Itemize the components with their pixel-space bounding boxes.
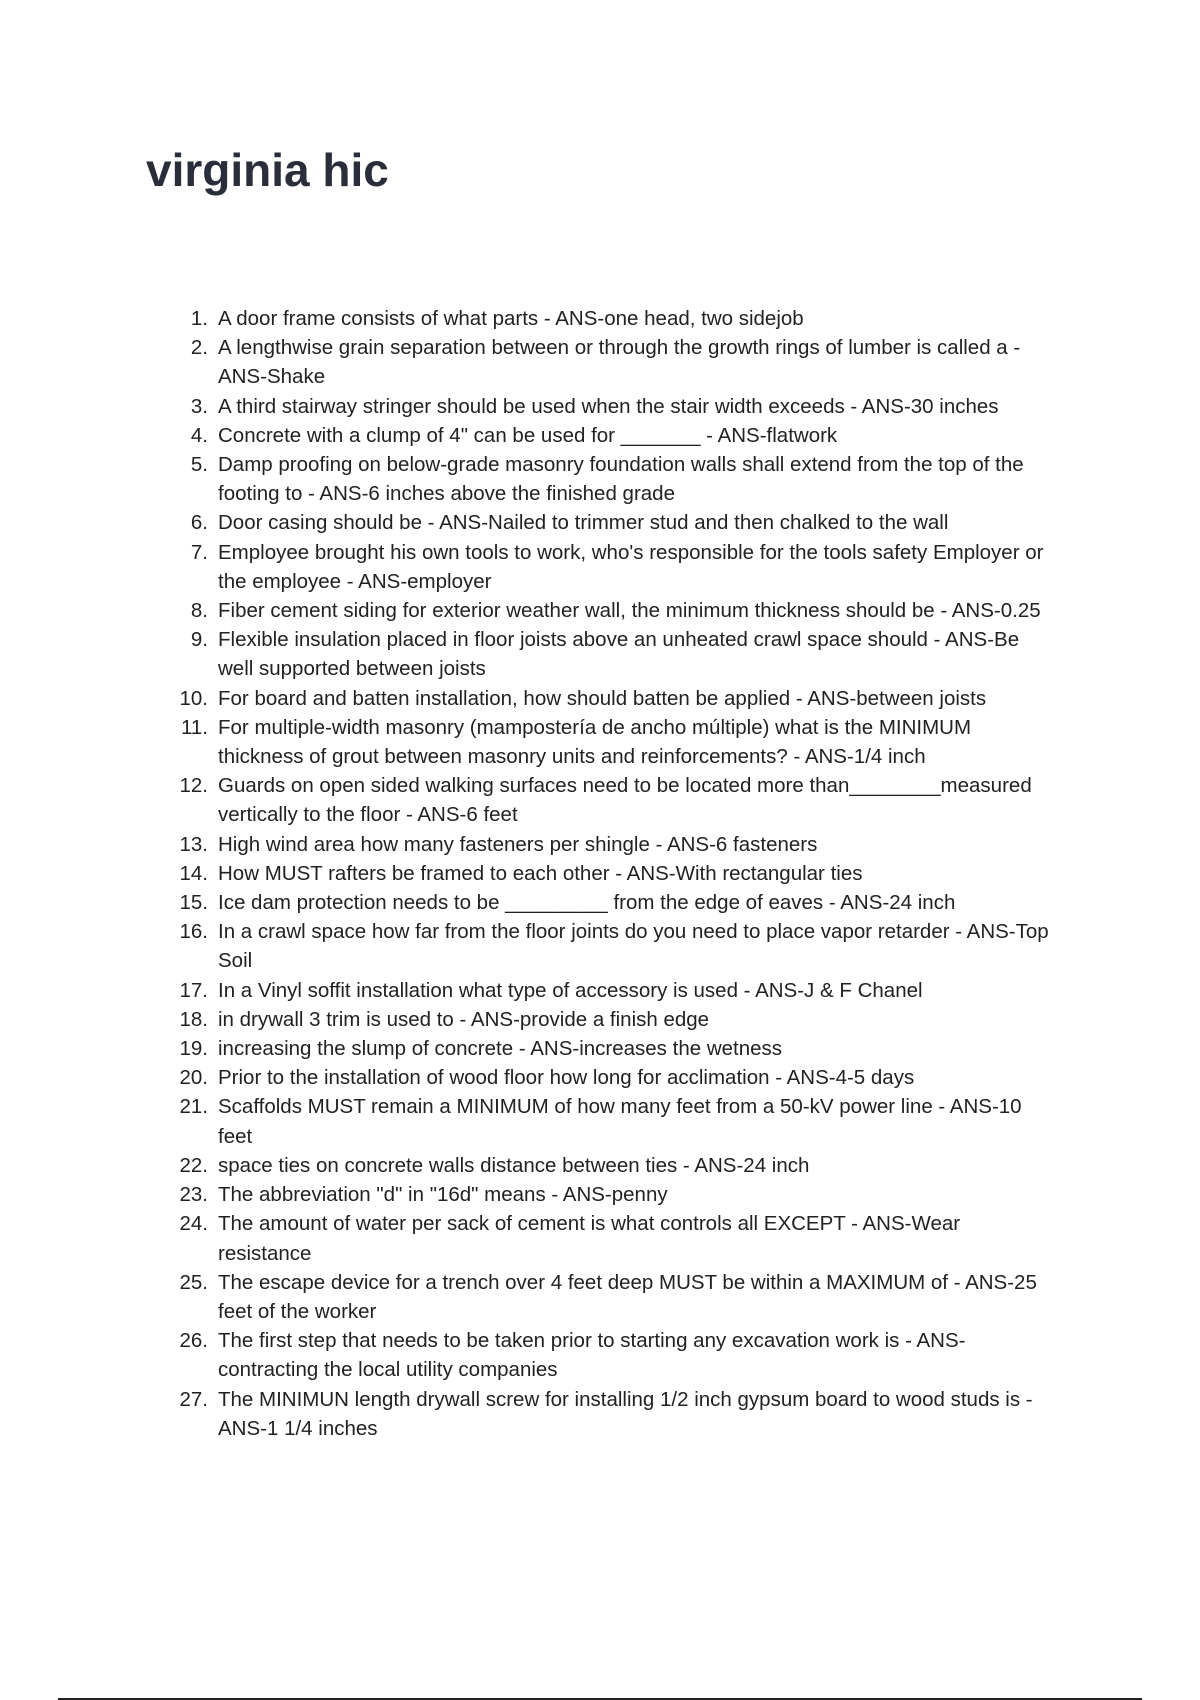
list-item-text: Fiber cement siding for exterior weather wall, the minimum thickness should be - ANS-0.25 bbox=[218, 599, 1041, 623]
list-item bbox=[178, 596, 1058, 625]
list-item-number: 17. bbox=[179, 978, 208, 1002]
list-item-number: 11. bbox=[181, 715, 208, 739]
list-item-text: In a crawl space how far from the floor joints do you need to place vapor retarder - ANS-Top Soil bbox=[218, 920, 1049, 973]
list-item bbox=[178, 1005, 1058, 1034]
list-item-text: How MUST rafters be framed to each other - ANS-With rectangular ties bbox=[218, 861, 863, 885]
question-list bbox=[178, 304, 1058, 1443]
list-item bbox=[178, 713, 1058, 771]
list-item bbox=[178, 1063, 1058, 1092]
list-item-text: Damp proofing on below-grade masonry foundation walls shall extend from the top of the footing to - ANS-6 inches above the finished grade bbox=[218, 453, 1024, 506]
list-item-number: 15. bbox=[179, 891, 208, 915]
list-item bbox=[178, 1326, 1058, 1384]
list-item bbox=[178, 450, 1058, 508]
list-item-number: 19. bbox=[179, 1037, 208, 1061]
list-item bbox=[178, 333, 1058, 391]
list-item-text: Scaffolds MUST remain a MINIMUM of how many feet from a 50-kV power line - ANS-10 feet bbox=[218, 1095, 1022, 1148]
list-item bbox=[178, 304, 1058, 333]
list-item bbox=[178, 771, 1058, 829]
list-item-number: 1. bbox=[190, 307, 208, 330]
list-item-number: 13. bbox=[179, 832, 208, 856]
list-item-text: The MINIMUN length drywall screw for installing 1/2 inch gypsum board to wood studs is - ANS-1 1/4 inches bbox=[218, 1387, 1033, 1440]
list-item-number: 10. bbox=[179, 686, 208, 710]
list-item-text: Prior to the installation of wood floor how long for acclimation - ANS-4-5 days bbox=[218, 1066, 915, 1090]
list-item-number: 2. bbox=[190, 336, 208, 360]
list-item-text: The escape device for a trench over 4 feet deep MUST be within a MAXIMUM of - ANS-25 feet of the worker bbox=[218, 1270, 1037, 1323]
list-item-number: 12. bbox=[179, 774, 208, 798]
list-item bbox=[178, 1385, 1058, 1443]
list-item-text: A third stairway stringer should be used when the stair width exceeds - ANS-30 inches bbox=[218, 394, 999, 418]
list-item-text: Door casing should be - ANS-Nailed to trimmer stud and then chalked to the wall bbox=[218, 511, 949, 535]
list-item-text: Guards on open sided walking surfaces need to be located more than________measured vertically to the floor - ANS-6 feet bbox=[218, 774, 1032, 827]
list-item-text: Employee brought his own tools to work, who's responsible for the tools safety Employer or the employee - ANS-employer bbox=[218, 540, 1044, 593]
list-item bbox=[178, 976, 1058, 1005]
list-item-text: In a Vinyl soffit installation what type of accessory is used - ANS-J & F Chanel bbox=[218, 978, 923, 1002]
list-item-number: 3. bbox=[190, 394, 208, 418]
list-item-number: 16. bbox=[179, 920, 208, 944]
list-item-text: For multiple-width masonry (mampostería de ancho múltiple) what is the MINIMUM thickness of grout between masonry units and reinforcements? - ANS-1/4 inch bbox=[218, 715, 972, 769]
list-item-text: The first step that needs to be taken prior to starting any excavation work is - ANS-contracting the local utility companies bbox=[218, 1329, 966, 1382]
list-item-number: 23. bbox=[179, 1183, 208, 1207]
page-title: virginia hic bbox=[146, 144, 389, 196]
list-item bbox=[178, 1151, 1058, 1180]
list-item bbox=[178, 538, 1058, 596]
list-item-text: Flexible insulation placed in floor joists above an unheated crawl space should - ANS-Be well supported between joists bbox=[218, 628, 1020, 681]
list-item bbox=[178, 392, 1058, 421]
list-item-text: The abbreviation "d" in "16d" means - ANS-penny bbox=[218, 1183, 668, 1207]
list-item bbox=[178, 1034, 1058, 1063]
list-item bbox=[178, 508, 1058, 537]
list-item-number: 6. bbox=[190, 511, 208, 535]
list-item-text: A door frame consists of what parts - ANS-one head, two sidejob bbox=[218, 307, 804, 330]
list-item-number: 22. bbox=[179, 1153, 208, 1177]
list-item-text: Ice dam protection needs to be _________ from the edge of eaves - ANS-24 inch bbox=[218, 891, 956, 915]
list-item bbox=[178, 421, 1058, 450]
list-item bbox=[178, 1268, 1058, 1326]
list-item-number: 24. bbox=[179, 1212, 208, 1236]
list-item-text: increasing the slump of concrete - ANS-increases the wetness bbox=[218, 1037, 783, 1061]
list-item-text: in drywall 3 trim is used to - ANS-provide a finish edge bbox=[218, 1007, 710, 1031]
list-item-number: 5. bbox=[190, 453, 208, 477]
list-item-text: space ties on concrete walls distance between ties - ANS-24 inch bbox=[218, 1153, 810, 1177]
list-item-number: 7. bbox=[190, 540, 208, 564]
list-item-number: 9. bbox=[190, 628, 208, 652]
list-item-number: 14. bbox=[179, 861, 208, 885]
list-item bbox=[178, 917, 1058, 975]
list-item-text: Concrete with a clump of 4" can be used for _______ - ANS-flatwork bbox=[218, 423, 838, 447]
list-item bbox=[178, 1092, 1058, 1150]
list-item-text: The amount of water per sack of cement is what controls all EXCEPT - ANS-Wear resistance bbox=[218, 1212, 961, 1265]
list-item-number: 8. bbox=[190, 599, 208, 623]
list-item-number: 18. bbox=[179, 1007, 208, 1031]
list-item bbox=[178, 1209, 1058, 1267]
list-item bbox=[178, 859, 1058, 888]
list-item-number: 26. bbox=[179, 1329, 208, 1353]
list-item-number: 21. bbox=[179, 1095, 208, 1119]
list-item bbox=[178, 1180, 1058, 1209]
list-item bbox=[178, 888, 1058, 917]
list-item bbox=[178, 625, 1058, 683]
list-item-text: High wind area how many fasteners per shingle - ANS-6 fasteners bbox=[218, 832, 818, 856]
list-item bbox=[178, 684, 1058, 713]
list-item-number: 20. bbox=[179, 1066, 208, 1090]
list-item-number: 4. bbox=[190, 423, 208, 447]
list-item-number: 25. bbox=[179, 1270, 208, 1294]
list-item-text: A lengthwise grain separation between or through the growth rings of lumber is called a - ANS-Shake bbox=[218, 336, 1021, 389]
list-item bbox=[178, 830, 1058, 859]
list-item-text: For board and batten installation, how should batten be applied - ANS-between joists bbox=[218, 686, 987, 710]
list-item-number: 27. bbox=[179, 1387, 208, 1411]
